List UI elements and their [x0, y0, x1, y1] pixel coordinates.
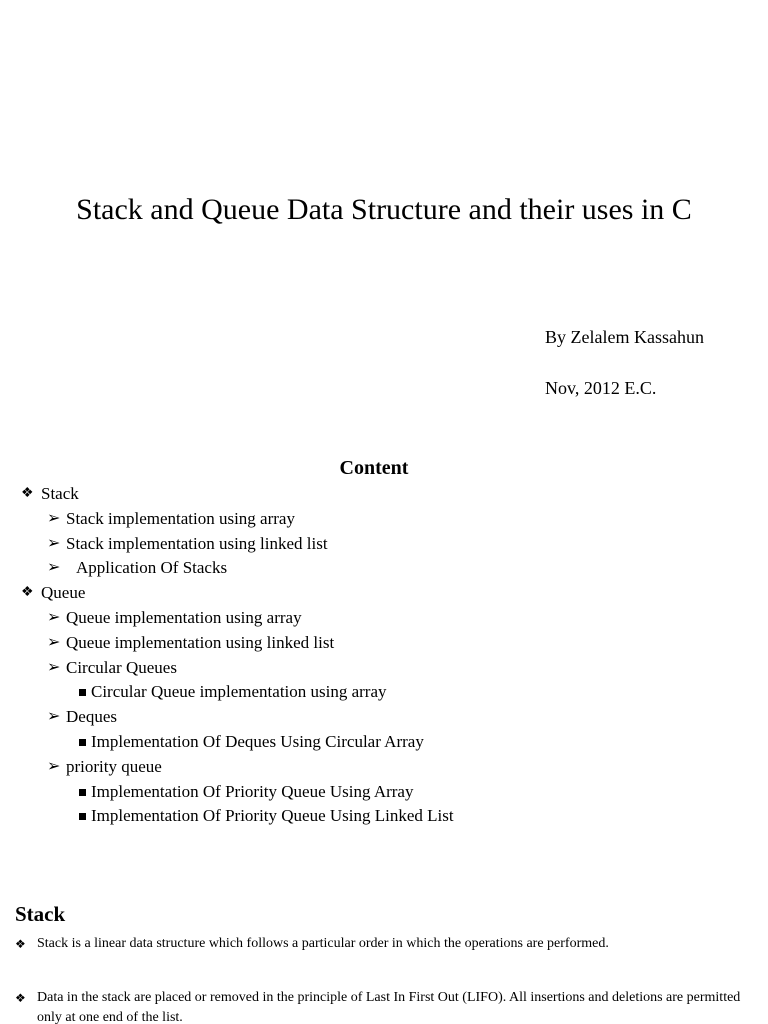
toc-item-label: Stack implementation using array — [66, 508, 295, 528]
document-title: Stack and Queue Data Structure and their uses in C — [76, 193, 692, 226]
author-line: By Zelalem Kassahun — [545, 327, 704, 347]
toc-item — [0, 507, 768, 532]
arrow-bullet-icon: ➢ — [47, 757, 61, 775]
toc-item-label: Stack — [41, 484, 79, 503]
arrow-bullet-icon: ➢ — [47, 633, 61, 651]
toc-item — [0, 556, 768, 581]
toc-item — [0, 804, 768, 829]
toc-item-label: Implementation Of Deques Using Circular Array — [91, 731, 424, 751]
toc-item — [0, 532, 768, 557]
section-heading-stack: Stack — [15, 902, 66, 926]
toc-item-label: Circular Queue implementation using array — [91, 682, 387, 702]
arrow-bullet-icon: ➢ — [47, 608, 61, 626]
table-of-contents — [0, 482, 768, 829]
toc-item — [0, 656, 768, 681]
paragraph-text: Data in the stack are placed or removed in the principle of Last In First Out (LIFO). All insertions and deletions are permitted only at one end of the list. — [37, 990, 741, 1024]
toc-item — [0, 581, 768, 606]
toc-item-label: Queue implementation using array — [66, 607, 302, 627]
date-line: Nov, 2012 E.C. — [545, 378, 657, 398]
toc-item-label: Stack implementation using linked list — [66, 533, 328, 553]
square-bullet-icon — [79, 739, 86, 746]
toc-item-label: Application Of Stacks — [76, 558, 228, 578]
toc-heading: Content — [339, 457, 409, 479]
paragraph — [15, 934, 760, 954]
toc-item — [0, 606, 768, 631]
toc-item-label: Implementation Of Priority Queue Using Array — [91, 781, 414, 801]
toc-item-label: Implementation Of Priority Queue Using Linked List — [91, 806, 454, 826]
toc-item — [0, 482, 768, 507]
toc-item — [0, 705, 768, 730]
diamond-bullet-icon: ❖ — [21, 585, 34, 601]
toc-item — [0, 755, 768, 780]
toc-item — [0, 730, 768, 755]
arrow-bullet-icon: ➢ — [47, 534, 61, 552]
diamond-bullet-icon: ❖ — [21, 486, 34, 501]
toc-item-label: Deques — [66, 707, 117, 727]
toc-item — [0, 631, 768, 656]
toc-item — [0, 680, 768, 705]
arrow-bullet-icon: ➢ — [47, 509, 61, 527]
paragraph — [15, 988, 760, 1024]
arrow-bullet-icon: ➢ — [47, 708, 61, 726]
paragraph-text: Stack is a linear data structure which follows a particular order in which the operations are performed. — [37, 936, 609, 951]
diamond-bullet-icon: ❖ — [15, 937, 26, 951]
square-bullet-icon — [79, 689, 86, 696]
toc-item-label: Queue — [41, 583, 86, 603]
square-bullet-icon — [79, 789, 86, 796]
toc-item-label: priority queue — [66, 756, 162, 776]
toc-item-label: Circular Queues — [66, 657, 177, 677]
diamond-bullet-icon: ❖ — [15, 991, 26, 1005]
arrow-bullet-icon: ➢ — [47, 658, 61, 676]
toc-item — [0, 780, 768, 805]
arrow-bullet-icon: ➢ — [47, 559, 61, 577]
square-bullet-icon — [79, 813, 86, 820]
toc-item-label: Queue implementation using linked list — [66, 632, 335, 652]
